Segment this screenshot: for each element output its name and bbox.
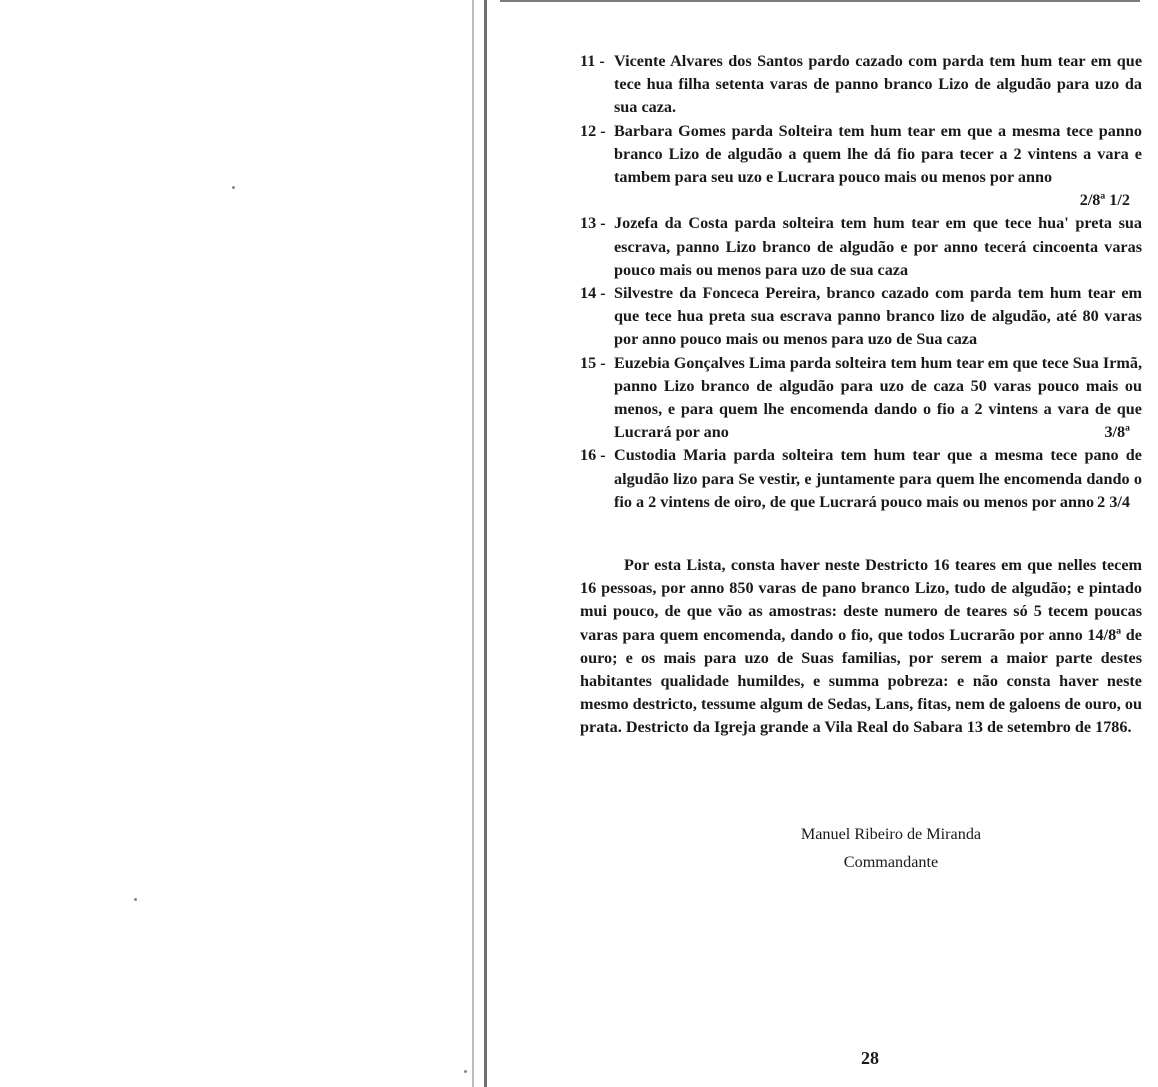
scan-speck bbox=[232, 186, 235, 189]
page-gutter-shadow bbox=[472, 0, 474, 1087]
document-page bbox=[580, 50, 1142, 876]
signature-name: Manuel Ribeiro de Miranda bbox=[800, 824, 982, 843]
entry-amount: 2 3/4 bbox=[1097, 492, 1130, 511]
entry-number: 15 - bbox=[580, 353, 606, 372]
entry-amount: 2/8ª 1/2 bbox=[1079, 191, 1130, 210]
top-page-edge bbox=[500, 0, 1140, 2]
entry-text: Custodia Maria parda solteira tem hum tear que a mesma tece pano de algudão lizo para Se vestir, e juntamente para quem lhe encomenda dando o fio a 2 vintens de oiro, de que Lucrará pouco mais ou menos por anno bbox=[614, 446, 1142, 511]
entry-text: Silvestre da Fonceca Pereira, branco cazado com parda tem hum tear em que tece hua preta sua escrava panno branco lizo de algudão, até 80 varas por anno pouco mais ou menos para uzo de Sua caza bbox=[614, 284, 1142, 349]
signature-block bbox=[640, 820, 1142, 876]
page-gutter-line bbox=[484, 0, 487, 1087]
entry-text: Euzebia Gonçalves Lima parda solteira tem hum tear em que tece Sua Irmã, panno Lizo branco de algudão para uzo de caza 50 varas pouco mais ou menos, e para quem lhe encomenda dando o fio a 2 vintens a vara de que Lucrará por ano bbox=[614, 353, 1142, 442]
entry-amount: 3/8ª bbox=[1104, 423, 1130, 442]
entry-number: 12 - bbox=[580, 121, 606, 140]
entry-number: 13 - bbox=[580, 214, 606, 233]
entry-number: 11 - bbox=[580, 52, 605, 70]
entry-number: 14 - bbox=[580, 284, 606, 303]
list-entry-12 bbox=[580, 120, 1142, 213]
list-entry-14 bbox=[580, 282, 1142, 352]
list-entry-11 bbox=[580, 50, 1142, 120]
page-number: 28 bbox=[861, 1048, 879, 1068]
entry-text: Barbara Gomes parda Solteira tem hum tear em que a mesma tece panno branco Lizo de algudão a quem lhe dá fio para tecer a 2 vintens a vara e tambem para seu uzo e Lucrara pouco mais ou menos por anno bbox=[614, 121, 1142, 187]
scan-speck bbox=[134, 898, 137, 901]
entry-text: Jozefa da Costa parda solteira tem hum tear em que tece hua' preta sua escrava, panno Lizo branco de algudão e por anno tecerá cincoenta varas pouco mais ou menos para uzo de sua caza bbox=[614, 214, 1142, 279]
list-entry-16 bbox=[580, 444, 1142, 514]
entry-text: Vicente Alvares dos Santos pardo cazado com parda tem hum tear em que tece hua filha setenta varas de panno branco Lizo de algudão para uzo da sua caza. bbox=[614, 52, 1142, 117]
signature-title: Commandante bbox=[843, 852, 939, 871]
entry-number: 16 - bbox=[580, 446, 606, 465]
list-entry-15 bbox=[580, 352, 1142, 445]
scan-speck bbox=[464, 1070, 467, 1073]
list-entry-13 bbox=[580, 212, 1142, 282]
summary-paragraph: Por esta Lista, consta haver neste Destricto 16 teares em que nelles tecem 16 pessoas, por anno 850 varas de pano branco Lizo, tudo de algudão; e pintado mui pouco, de que vão as amostras: deste numero de teares só 5 tecem poucas varas para quem encomenda, dando o fio, que todos Lucrarão por anno 14/8ª de ouro; e os mais para uzo de Suas familias, por serem a maior parte destes habitantes qualidade humildes, e summa pobreza: e não consta haver neste mesmo destricto, tessume algum de Sedas, Lans, fitas, nem de galoens de ouro, ou prata. Destricto da Igreja grande a Vila Real do Sabara 13 de setembro de 1786. bbox=[580, 556, 1142, 737]
